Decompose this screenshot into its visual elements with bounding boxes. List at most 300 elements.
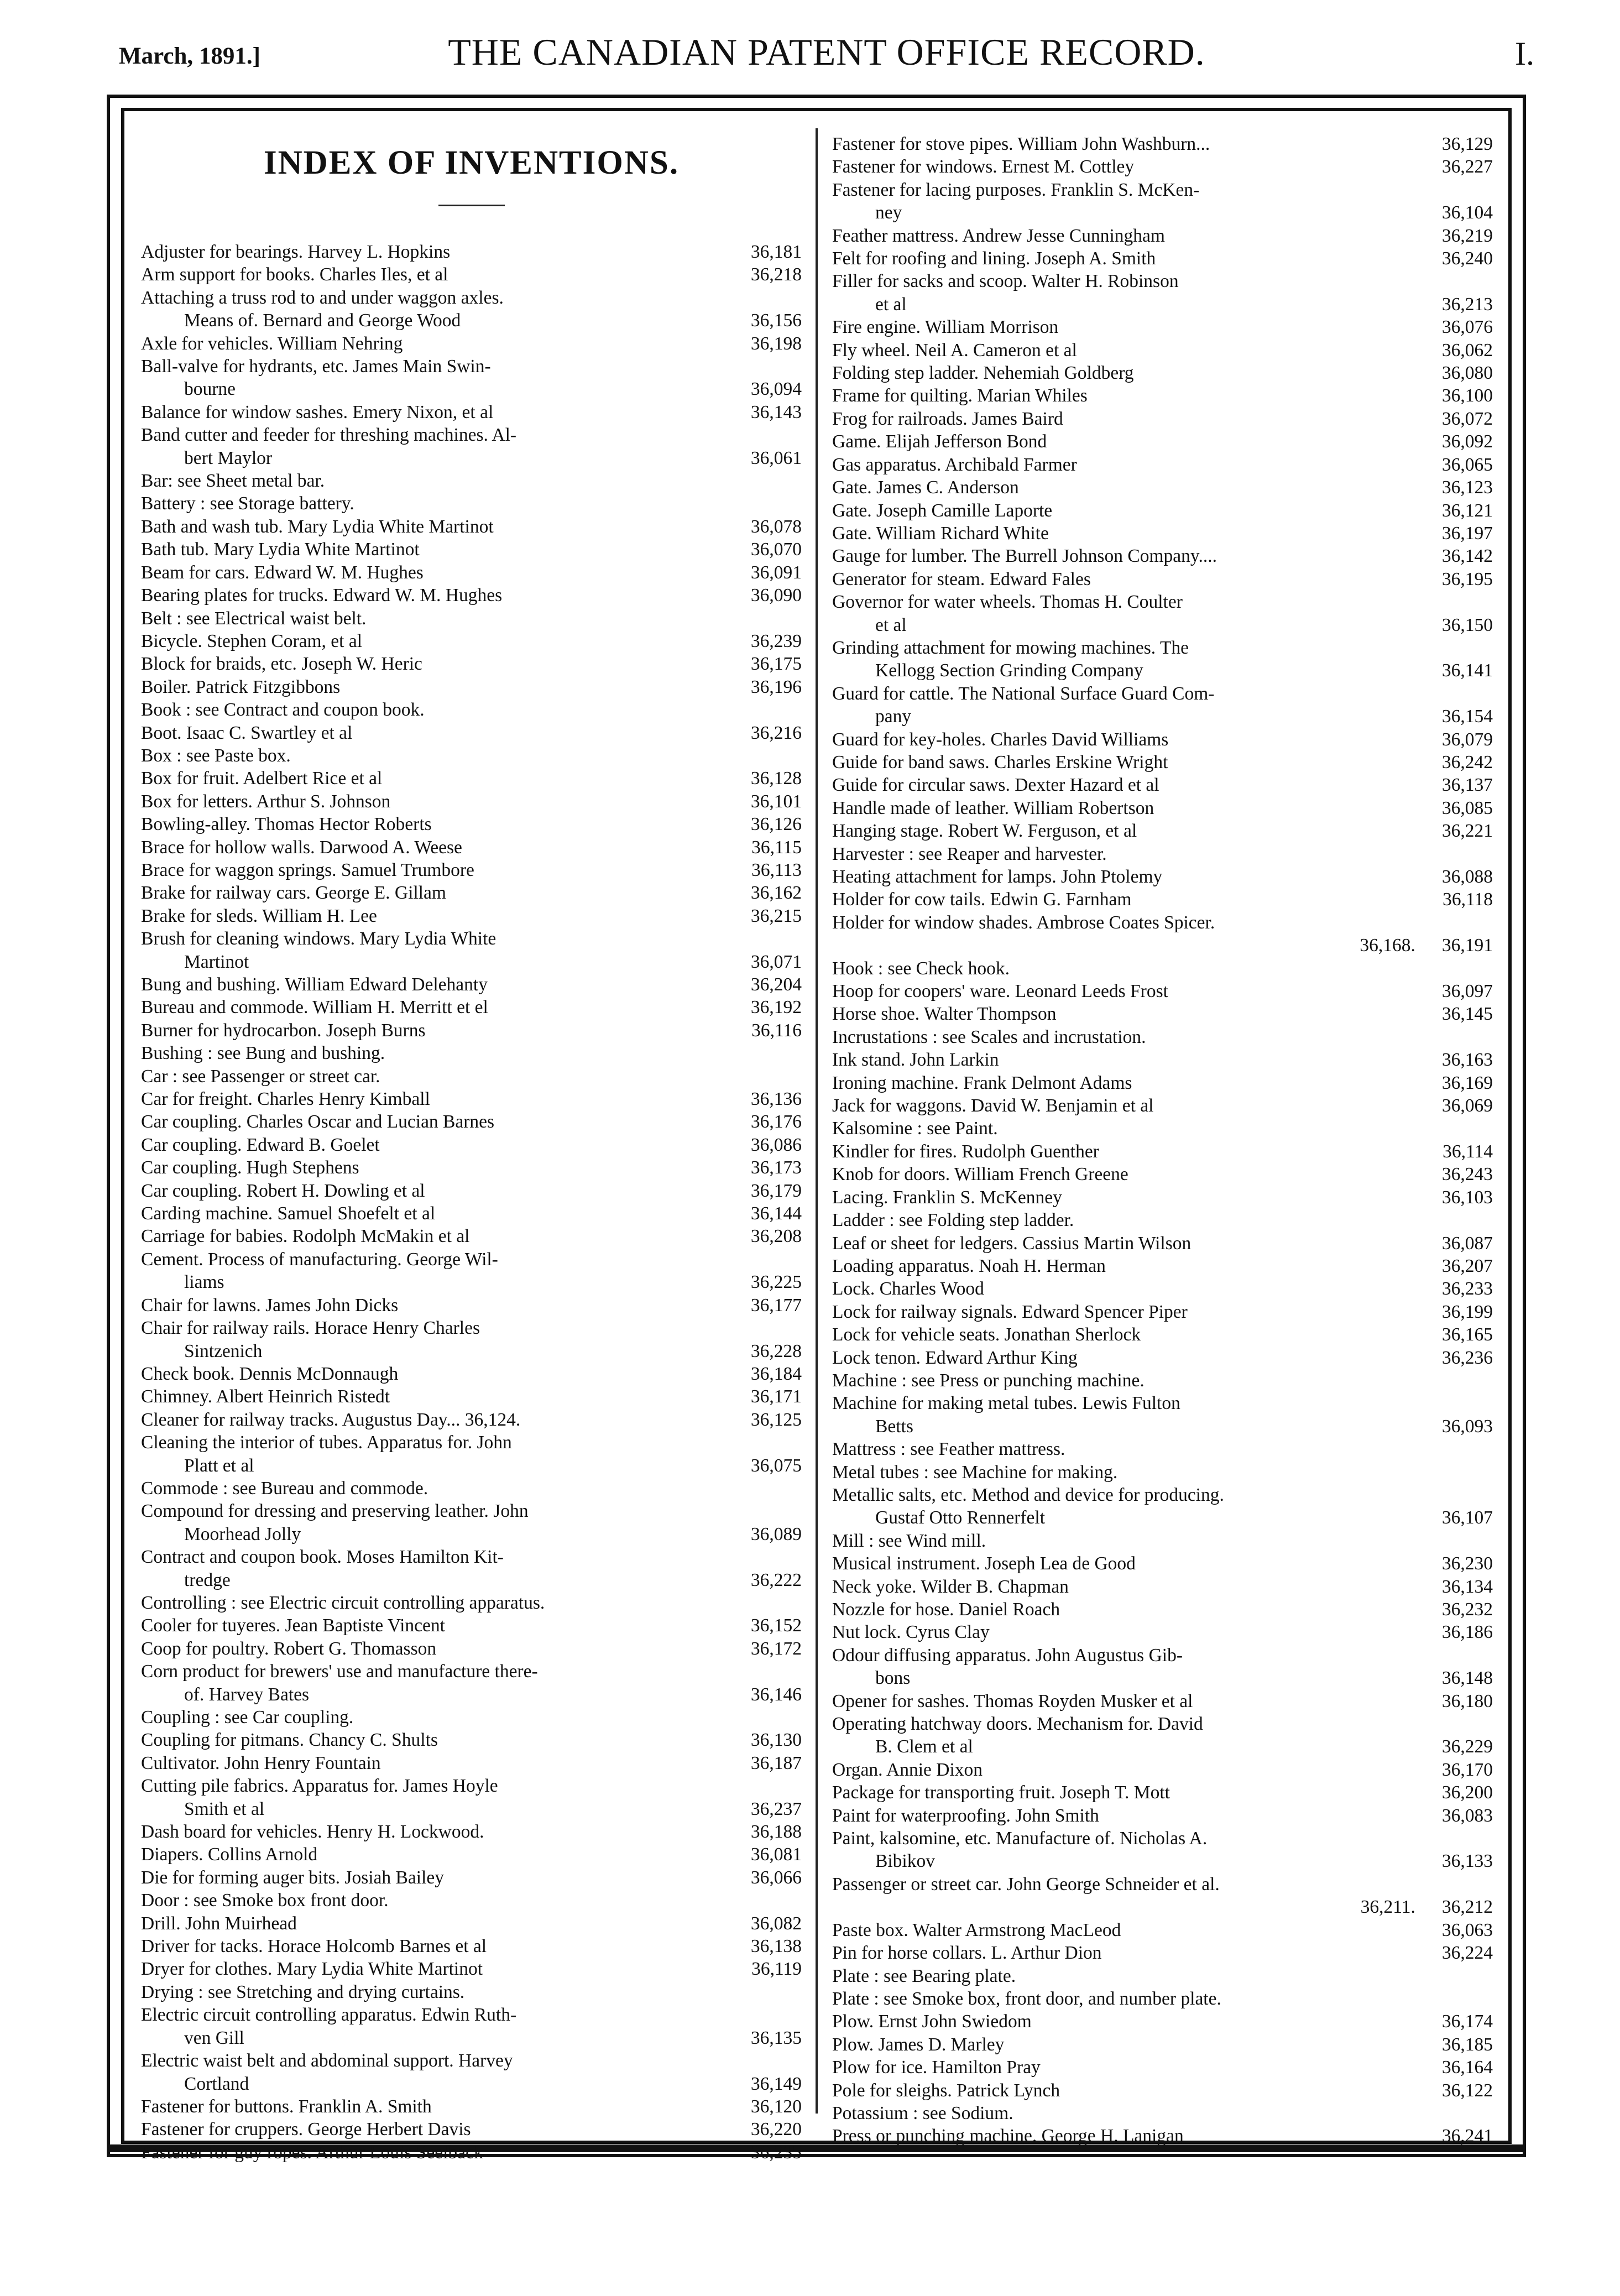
index-entry [141,1752,802,1775]
patent-number: 36,087 [1441,1233,1493,1254]
index-entry [832,1094,1493,1117]
entry-text: Metallic salts, etc. Method and device for producing. [832,1484,1224,1505]
index-entry [832,1003,1493,1025]
index-entry-heading [141,424,802,446]
entry-text: Guide for band saws. Charles Erskine Wright [832,752,1168,773]
patent-number: 36,100 [1441,385,1493,406]
entry-text: Ironing machine. Frank Delmont Adams [832,1072,1132,1093]
patent-number: 36,215 [750,905,802,926]
index-entry [141,1889,802,1912]
index-entry [141,378,802,400]
index-entry-heading [832,682,1493,705]
entry-text: Heating attachment for lamps. John Ptolemy [832,867,1163,887]
entry-continuation: Bibikov [875,1851,935,1872]
entry-text: Fastener for stove pipes. William John Washburn... [832,134,1210,154]
entry-text: Arm support for books. Charles Iles, et al [141,264,448,285]
patent-number: 36,195 [1441,568,1493,589]
entry-text: Cutting pile fabrics. Apparatus for. James Hoyle [141,1776,498,1797]
entry-text: Governor for water wheels. Thomas H. Coulter [832,592,1183,613]
index-entry-heading [141,1775,802,1797]
index-entry [832,408,1493,430]
entry-text: Mill : see Wind mill. [832,1530,986,1551]
entry-continuation: et al [875,614,907,635]
entry-text: Boot. Isaac C. Swartley et al [141,722,353,743]
entry-text: Gate. Joseph Camille Laporte [832,500,1053,521]
entry-text: Block for braids, etc. Joseph W. Heric [141,654,422,675]
entry-text: Gate. William Richard White [832,523,1049,544]
index-entry [832,2102,1493,2125]
entry-text: Chimney. Albert Heinrich Ristedt [141,1386,390,1407]
index-entry [832,499,1493,522]
patent-number: 36,188 [750,1822,802,1843]
entry-text: Electric waist belt and abdominal support. Harvey [141,2050,513,2071]
index-entry [141,630,802,653]
patent-number: 36,144 [750,1203,802,1224]
entry-text: Band cutter and feeder for threshing machines. Al- [141,425,517,446]
index-entry-heading [832,911,1493,934]
index-entry [141,1454,802,1477]
patent-number: 36,123 [1441,477,1493,498]
index-entry [141,2095,802,2118]
entry-text: Coupling for pitmans. Chancy C. Shults [141,1730,438,1751]
entry-continuation: Gustaf Otto Rennerfelt [875,1507,1045,1528]
patent-number: 36,164 [1441,2057,1493,2078]
entry-text: Handle made of leather. William Robertson [832,797,1154,818]
entry-text: Generator for steam. Edward Fales [832,568,1091,589]
index-entry [832,2079,1493,2102]
index-entry [832,1621,1493,1643]
entry-text: Gate. James C. Anderson [832,477,1019,498]
entry-text: Bicycle. Stephen Coram, et al [141,630,363,651]
entry-text: Package for transporting fruit. Joseph T. Mott [832,1782,1170,1803]
index-entry-heading [141,286,802,309]
patent-number: 36,241 [1441,2126,1493,2147]
entry-continuation: et al [875,294,907,315]
index-entry [832,1804,1493,1827]
patent-number: 36,079 [1441,729,1493,750]
index-entry [832,1117,1493,1140]
entry-text: Adjuster for bearings. Harvey L. Hopkins [141,242,451,262]
patent-number: 36,237 [750,1798,802,1819]
index-entry [832,980,1493,1003]
index-entry [141,1706,802,1729]
entry-text: Fastener for lacing purposes. Franklin S. McKen- [832,179,1200,200]
patent-number-extra: 36,168. [1360,935,1415,956]
index-entry [832,1048,1493,1071]
patent-number: 36,071 [750,951,802,972]
index-entry [141,1202,802,1225]
entry-text: Frog for railroads. James Baird [832,408,1063,429]
publication-title: THE CANADIAN PATENT OFFICE RECORD. [448,31,1205,73]
patent-number: 36,126 [750,814,802,835]
entry-text: Electric circuit controlling apparatus. Edwin Ruth- [141,2005,517,2026]
index-entry [832,362,1493,384]
index-entry [832,1347,1493,1369]
entry-text: Opener for sashes. Thomas Royden Musker et al [832,1690,1193,1711]
entry-text: Box for letters. Arthur S. Johnson [141,791,391,812]
patent-number: 36,116 [751,1020,802,1041]
patent-number: 36,197 [1441,523,1493,544]
index-entry [141,744,802,767]
index-entry [832,1255,1493,1277]
index-entry [141,1180,802,1202]
entry-text: Fire engine. William Morrison [832,317,1059,338]
entry-text: Brace for waggon springs. Samuel Trumbore [141,859,474,880]
index-entry [141,1614,802,1637]
entry-text: Lock tenon. Edward Arthur King [832,1347,1078,1368]
index-entry [141,1729,802,1751]
right-column [832,133,1493,2148]
index-entry [832,728,1493,751]
index-entry [141,1637,802,1660]
entry-text: Nozzle for hose. Daniel Roach [832,1599,1060,1620]
entry-text: Jack for waggons. David W. Benjamin et al [832,1095,1154,1116]
entry-text: Diapers. Collins Arnold [141,1844,318,1865]
index-entry [141,973,802,996]
patent-number: 36,187 [750,1752,802,1773]
entry-text: Fastener for windows. Ernest M. Cottley [832,156,1135,178]
entry-continuation: of. Harvey Bates [184,1684,310,1705]
patent-number: 36,080 [1441,363,1493,384]
index-entry [141,1935,802,1958]
entry-text: Chair for railway rails. Horace Henry Charles [141,1318,480,1339]
entry-continuation: Cortland [184,2073,249,2094]
entry-text: Bath and wash tub. Mary Lydia White Martinot [141,516,494,537]
entry-text: Filler for sacks and scoop. Walter H. Robinson [832,271,1179,292]
patent-number: 36,121 [1441,500,1493,521]
index-entry [832,1598,1493,1621]
entry-continuation: pany [875,706,912,727]
patent-number: 36,208 [750,1226,802,1247]
entry-text: Gas apparatus. Archibald Farmer [832,454,1077,475]
index-entry [141,1065,802,1088]
patent-number: 36,207 [1441,1255,1493,1276]
index-entry [832,1919,1493,1942]
patent-number: 36,165 [1441,1324,1493,1345]
entry-continuation: B. Clem et al [875,1736,973,1757]
index-entry [141,1820,802,1843]
index-entry [141,1019,802,1042]
index-entry [141,1958,802,1980]
index-entry-heading [832,1713,1493,1735]
entry-text: Feather mattress. Andrew Jesse Cunningham [832,225,1165,246]
index-entry [832,1209,1493,1232]
index-entry [141,767,802,790]
index-entry [832,1186,1493,1209]
patent-number: 36,179 [750,1180,802,1201]
index-entry [832,865,1493,888]
index-entry [832,316,1493,338]
entry-continuation: liams [184,1272,224,1293]
patent-number: 36,088 [1441,867,1493,887]
patent-number: 36,130 [750,1730,802,1751]
patent-number: 36,066 [750,1867,802,1888]
index-entry-heading [141,355,802,378]
index-entry [141,1798,802,1820]
index-entry [141,1294,802,1317]
entry-text: Game. Elijah Jefferson Bond [832,431,1047,452]
patent-number: 36,224 [1441,1943,1493,1964]
patent-number: 36,232 [1441,1599,1493,1620]
entry-text: Hoop for coopers' ware. Leonard Leeds Frost [832,981,1168,1002]
patent-number: 36,135 [750,2027,802,2048]
patent-number: 36,236 [1441,1347,1493,1368]
index-entry [832,957,1493,980]
patent-number: 36,089 [750,1523,802,1544]
patent-number: 36,163 [1441,1050,1493,1071]
page-number: I. [1515,35,1534,72]
entry-text: Bar: see Sheet metal bar. [141,471,325,492]
entry-text: Cleaning the interior of tubes. Apparatus for. John [141,1432,512,1453]
index-entry [141,1843,802,1866]
entry-text: Dryer for clothes. Mary Lydia White Martinot [141,1959,483,1980]
entry-text: Car coupling. Hugh Stephens [141,1157,359,1178]
index-entry [832,1415,1493,1438]
index-entry [832,1301,1493,1323]
index-entry [141,401,802,424]
index-entry-heading [141,1546,802,1568]
patent-number: 36,094 [750,379,802,400]
entry-text: Hook : see Check hook. [832,958,1010,979]
index-entry [832,659,1493,682]
entry-text: Ladder : see Folding step ladder. [832,1210,1074,1231]
index-entry-heading [141,927,802,950]
index-entry [832,1506,1493,1529]
entry-text: Pin for horse collars. L. Arthur Dion [832,1943,1102,1964]
entry-text: Burner for hydrocarbon. Joseph Burns [141,1020,426,1041]
entry-text: Press or punching machine. George H. Lanigan [832,2126,1184,2147]
patent-number: 36,119 [751,1959,802,1980]
entry-continuation: Smith et al [184,1798,265,1819]
entry-text: Cleaner for railway tracks. Augustus Day... 36,124. [141,1409,521,1430]
index-entry [832,797,1493,820]
patent-number: 36,061 [750,447,802,468]
index-entry [141,1981,802,2003]
patent-number: 36,070 [750,539,802,560]
column-divider [816,128,818,2114]
index-entry [832,1072,1493,1094]
patent-number: 36,090 [750,585,802,606]
entry-text: Plow. James D. Marley [832,2034,1005,2055]
entry-text: Attaching a truss rod to and under waggon axles. [141,287,504,308]
entry-text: Car coupling. Edward B. Goelet [141,1134,380,1155]
index-entry [832,476,1493,499]
entry-text: Odour diffusing apparatus. John Augustus Gib- [832,1645,1183,1666]
entry-text: Balance for window sashes. Emery Nixon, et al [141,401,494,422]
index-entry [832,247,1493,270]
patent-number: 36,120 [750,2096,802,2117]
entry-text: Driver for tacks. Horace Holcomb Barnes et al [141,1936,487,1957]
index-entry [832,1026,1493,1048]
index-entry [832,1690,1493,1713]
entry-text: Lock. Charles Wood [832,1279,984,1300]
entry-text: Car coupling. Charles Oscar and Lucian Barnes [141,1112,495,1133]
entry-text: Corn product for brewers' use and manufacture there- [141,1661,538,1682]
index-entry [832,934,1493,957]
entry-text: Hanging stage. Robert W. Ferguson, et al [832,821,1137,842]
index-entry [832,1438,1493,1460]
entry-text: Coupling : see Car coupling. [141,1707,354,1728]
patent-number: 36,142 [1441,546,1493,567]
patent-number: 36,104 [1441,202,1493,223]
patent-number: 36,162 [750,883,802,904]
entry-text: Paint, kalsomine, etc. Manufacture of. Nicholas A. [832,1828,1208,1849]
index-entry-heading [141,1248,802,1271]
index-entry [832,522,1493,545]
entry-text: Car : see Passenger or street car. [141,1066,380,1087]
entry-text: Brace for hollow walls. Darwood A. Weese [141,837,462,858]
index-entry-heading [141,1500,802,1522]
right-entry-list [832,133,1493,2148]
patent-number: 36,063 [1441,1919,1493,1940]
patent-number: 36,213 [1441,294,1493,315]
index-entry [141,698,802,721]
index-entry [141,1385,802,1408]
entry-continuation: Means of. Bernard and George Wood [184,310,461,331]
patent-number: 36,143 [750,401,802,422]
entry-text: Organ. Annie Dixon [832,1759,983,1780]
index-entry [832,1850,1493,1872]
patent-number: 36,185 [1441,2034,1493,2055]
index-entry [832,1758,1493,1781]
index-entry-heading [832,179,1493,201]
entry-text: Leaf or sheet for ledgers. Cassius Martin Wilson [832,1233,1192,1254]
patent-number: 36,184 [750,1363,802,1384]
index-entry-heading [832,1484,1493,1506]
entry-text: Incrustations : see Scales and incrustation. [832,1026,1146,1047]
patent-number: 36,169 [1441,1072,1493,1093]
entry-text: Bearing plates for trucks. Edward W. M. Hughes [141,585,503,606]
entry-continuation: Betts [875,1416,913,1437]
entry-text: Fly wheel. Neil A. Cameron et al [832,340,1077,361]
patent-number: 36,192 [750,997,802,1018]
index-entry-heading [141,1431,802,1454]
patent-number: 36,228 [750,1340,802,1361]
entry-text: Cement. Process of manufacturing. George Wil- [141,1249,498,1270]
index-entry [832,545,1493,567]
index-entry [832,705,1493,728]
patent-number: 36,076 [1441,317,1493,338]
entry-text: Pole for sleighs. Patrick Lynch [832,2080,1060,2101]
entry-continuation: bons [875,1668,911,1689]
index-entry-heading [832,1644,1493,1667]
index-entry [832,1735,1493,1758]
entry-text: Paste box. Walter Armstrong MacLeod [832,1919,1121,1940]
index-entry [832,1781,1493,1804]
index-entry [832,1575,1493,1598]
index-entry [832,888,1493,911]
index-entry [141,1225,802,1248]
index-entry [832,774,1493,796]
index-entry [141,836,802,859]
patent-number: 36,176 [750,1112,802,1133]
index-entry [832,1965,1493,1987]
index-entry [832,293,1493,316]
entry-text: Mattress : see Feather mattress. [832,1439,1065,1460]
index-entry [141,859,802,881]
index-entry [141,1591,802,1614]
patent-number: 36,212 [1441,1897,1493,1918]
index-entry [141,2073,802,2095]
entry-text: Car for freight. Charles Henry Kimball [141,1089,430,1110]
patent-number: 36,103 [1441,1187,1493,1208]
index-entry-heading [141,1660,802,1683]
patent-number: 36,082 [750,1913,802,1934]
index-entry [832,1896,1493,1918]
index-entry [832,568,1493,591]
index-entry [141,584,802,607]
index-entry [141,1477,802,1500]
index-entry [141,1683,802,1706]
index-entry [832,2033,1493,2056]
entry-text: Grinding attachment for mowing machines. The [832,637,1189,658]
entry-continuation: ney [875,202,902,223]
entry-text: Commode : see Bureau and commode. [141,1478,428,1499]
index-entry [832,1987,1493,2010]
patent-number: 36,173 [750,1157,802,1178]
patent-number: 36,137 [1441,775,1493,796]
index-entry [141,905,802,927]
patent-number: 36,148 [1441,1668,1493,1689]
index-entry [141,561,802,584]
entry-text: Coop for poultry. Robert G. Thomasson [141,1638,437,1659]
patent-number: 36,177 [750,1295,802,1316]
patent-number: 36,172 [750,1638,802,1659]
index-entry [832,133,1493,155]
entry-text: Harvester : see Reaper and harvester. [832,843,1107,864]
patent-number: 36,141 [1441,660,1493,681]
patent-number: 36,092 [1441,431,1493,452]
index-entry [141,790,802,813]
entry-text: Axle for vehicles. William Nehring [141,333,403,354]
index-entry [832,1461,1493,1484]
patent-number: 36,072 [1441,408,1493,429]
patent-number: 36,093 [1441,1416,1493,1437]
patent-number: 36,204 [750,974,802,995]
index-entry [141,1156,802,1179]
index-entry [832,1369,1493,1392]
index-entry [141,1134,802,1156]
entry-text: Bushing : see Bung and bushing. [141,1043,385,1064]
patent-number: 36,062 [1441,340,1493,361]
entry-text: Gauge for lumber. The Burrell Johnson Company.... [832,546,1217,567]
entry-text: Drying : see Stretching and drying curtains. [141,1981,465,2002]
entry-text: Holder for cow tails. Edwin G. Farnham [832,889,1132,910]
entry-text: Ink stand. John Larkin [832,1050,999,1071]
patent-number: 36,156 [750,310,802,331]
entry-text: Bowling-alley. Thomas Hector Roberts [141,814,432,835]
index-entry [141,1569,802,1591]
index-entry [832,430,1493,453]
patent-number: 36,220 [750,2119,802,2140]
entry-text: Paint for waterproofing. John Smith [832,1805,1099,1826]
patent-number: 36,075 [750,1455,802,1476]
entry-text: Guard for cattle. The National Surface Guard Com- [832,683,1215,704]
index-entry [832,614,1493,636]
entry-text: Holder for window shades. Ambrose Coates Spicer. [832,912,1215,933]
index-entry [832,201,1493,224]
index-entry-heading [141,1317,802,1339]
index-entry [832,1232,1493,1255]
patent-number-extra: 36,211. [1360,1897,1415,1918]
running-head [119,30,1534,80]
index-entry [141,2141,802,2164]
index-entry-heading [141,2003,802,2026]
patent-number: 36,233 [1441,1279,1493,1300]
index-entry [832,1277,1493,1300]
entry-text: Operating hatchway doors. Mechanism for. David [832,1714,1203,1735]
patent-number: 36,114 [1443,1141,1493,1162]
